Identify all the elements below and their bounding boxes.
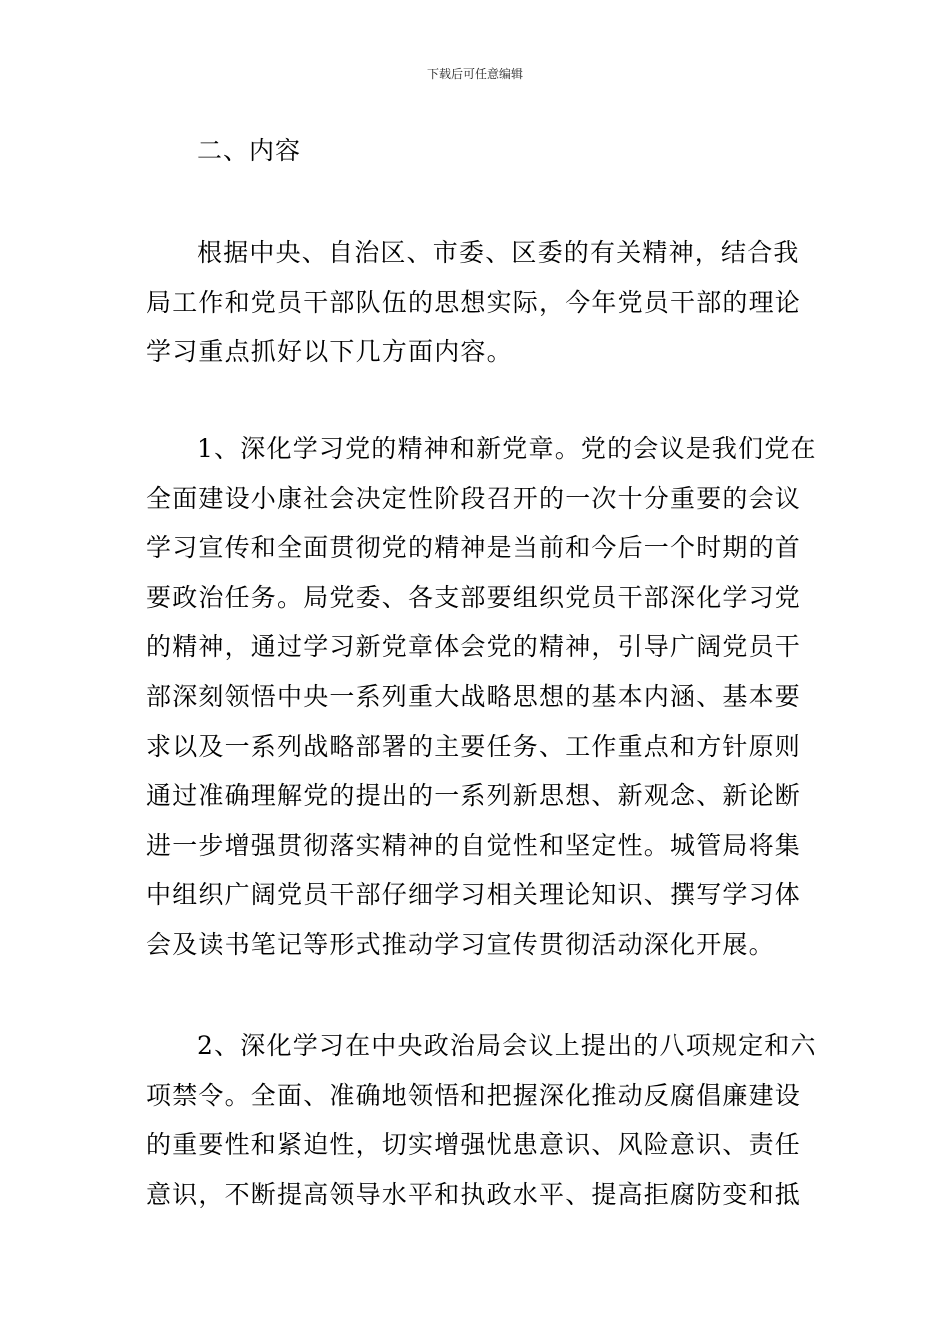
paragraph-line: 局工作和党员干部队伍的思想实际，今年党员干部的理论 [146, 287, 802, 317]
paragraph-line: 全面建设小康社会决定性阶段召开的一次十分重要的会议 [146, 483, 802, 513]
paragraph-line: 意识，不断提高领导水平和执政水平、提高拒腐防变和抵 [146, 1179, 802, 1209]
paragraph-item-1 [146, 424, 816, 970]
paragraph-line: 1、深化学习党的精神和新党章。党的会议是我们党在 [197, 434, 817, 463]
paragraph-line: 求以及一系列战略部署的主要任务、工作重点和方针原则 [146, 731, 802, 761]
paragraph-item-2 [146, 1021, 816, 1219]
paragraph-line: 学习宣传和全面贯彻党的精神是当前和今后一个时期的首 [146, 533, 802, 563]
paragraph-line: 的重要性和紧迫性，切实增强忧患意识、风险意识、责任 [146, 1130, 802, 1160]
section-heading: 二、内容 [197, 136, 302, 165]
paragraph-line: 2、深化学习在中央政治局会议上提出的八项规定和六 [197, 1031, 817, 1060]
paragraph-line: 的精神，通过学习新党章体会党的精神，引导广阔党员干 [146, 632, 802, 662]
paragraph-line: 学习重点抓好以下几方面内容。 [146, 337, 513, 367]
paragraph-line: 通过准确理解党的提出的一系列新思想、新观念、新论断 [146, 781, 802, 811]
paragraph-line: 中组织广阔党员干部仔细学习相关理论知识、撰写学习体 [146, 880, 802, 910]
paragraph-line: 进一步增强贯彻落实精神的自觉性和坚定性。城管局将集 [146, 830, 802, 860]
paragraph-study-focus [146, 228, 816, 377]
paragraph-line: 部深刻领悟中央一系列重大战略思想的基本内涵、基本要 [146, 681, 802, 711]
paragraph-line: 项禁令。全面、准确地领悟和把握深化推动反腐倡廉建设 [146, 1080, 802, 1110]
paragraph-line: 要政治任务。局党委、各支部要组织党员干部深化学习党 [146, 582, 802, 612]
page-header-note: 下载后可任意编辑 [426, 67, 523, 81]
paragraph-line: 会及读书笔记等形式推动学习宣传贯彻活动深化开展。 [146, 929, 775, 959]
paragraph-line: 根据中央、自治区、市委、区委的有关精神，结合我 [197, 238, 800, 267]
